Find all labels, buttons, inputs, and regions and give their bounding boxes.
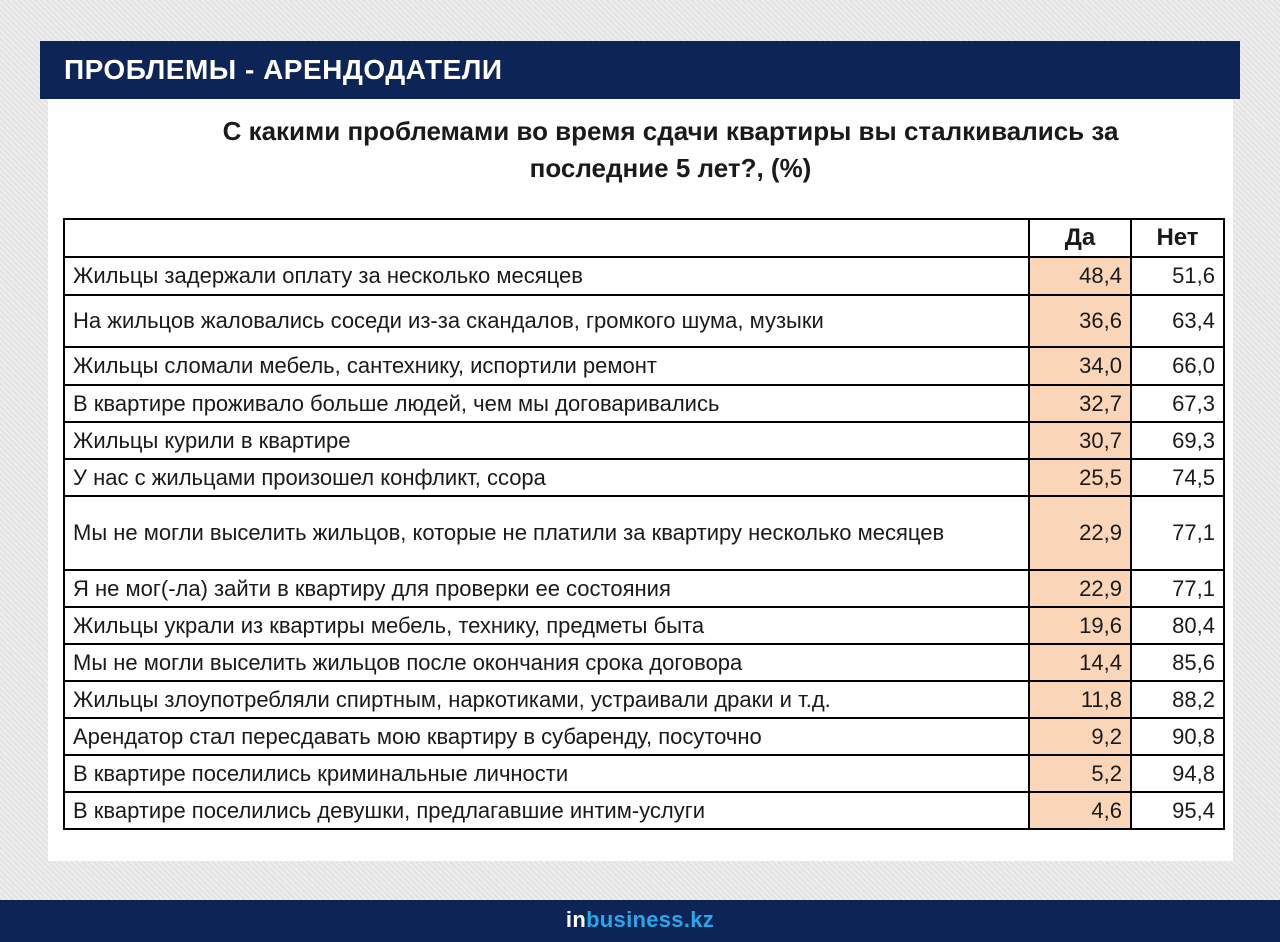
row-label: В квартире поселились девушки, предлагавшие интим-услуги: [64, 792, 1029, 829]
inbusiness-logo[interactable]: [0, 907, 1280, 933]
header-yes-cell: Да: [1029, 219, 1131, 257]
table-row: [64, 718, 1224, 755]
no-value: 67,3: [1131, 385, 1224, 422]
footer-bar: [0, 900, 1280, 942]
table-row: [64, 681, 1224, 718]
row-label: Жильцы сломали мебель, сантехнику, испортили ремонт: [64, 347, 1029, 385]
table-row: [64, 792, 1224, 829]
table-row: [64, 347, 1224, 385]
header-no-cell: Нет: [1131, 219, 1224, 257]
yes-value: 22,9: [1029, 570, 1131, 607]
yes-value: 4,6: [1029, 792, 1131, 829]
no-value: 88,2: [1131, 681, 1224, 718]
row-label: На жильцов жаловались соседи из-за скандалов, громкого шума, музыки: [64, 295, 1029, 347]
yes-value: 14,4: [1029, 644, 1131, 681]
table-row: [64, 422, 1224, 459]
question-line-1: С какими проблемами во время сдачи квартиры вы сталкивались за: [222, 116, 1119, 146]
yes-value: 36,6: [1029, 295, 1131, 347]
page-title: ПРОБЛЕМЫ - АРЕНДОДАТЕЛИ: [64, 54, 503, 85]
yes-value: 11,8: [1029, 681, 1131, 718]
row-label: В квартире поселились криминальные личности: [64, 755, 1029, 792]
row-label: Жильцы задержали оплату за несколько месяцев: [64, 257, 1029, 295]
no-value: 95,4: [1131, 792, 1224, 829]
no-value: 94,8: [1131, 755, 1224, 792]
no-value: 77,1: [1131, 496, 1224, 570]
header-bar: [40, 41, 1240, 99]
table-body: [64, 257, 1224, 829]
yes-value: 19,6: [1029, 607, 1131, 644]
no-value: 85,6: [1131, 644, 1224, 681]
row-label: Мы не могли выселить жильцов, которые не платили за квартиру несколько месяцев: [64, 496, 1029, 570]
row-label: Арендатор стал пересдавать мою квартиру в субаренду, посуточно: [64, 718, 1029, 755]
table-row: [64, 496, 1224, 570]
logo-business: business.kz: [586, 907, 715, 932]
row-label: Жильцы украли из квартиры мебель, технику, предметы быта: [64, 607, 1029, 644]
no-value: 66,0: [1131, 347, 1224, 385]
table-row: [64, 459, 1224, 496]
yes-value: 25,5: [1029, 459, 1131, 496]
yes-value: 5,2: [1029, 755, 1131, 792]
header-label-cell: [64, 219, 1029, 257]
table-row: [64, 257, 1224, 295]
yes-value: 48,4: [1029, 257, 1131, 295]
yes-value: 30,7: [1029, 422, 1131, 459]
yes-value: 22,9: [1029, 496, 1131, 570]
row-label: Я не мог(-ла) зайти в квартиру для проверки ее состояния: [64, 570, 1029, 607]
no-value: 77,1: [1131, 570, 1224, 607]
row-label: Жильцы курили в квартире: [64, 422, 1029, 459]
row-label: Мы не могли выселить жильцов после окончания срока договора: [64, 644, 1029, 681]
no-value: 51,6: [1131, 257, 1224, 295]
row-label: В квартире проживало больше людей, чем мы договаривались: [64, 385, 1029, 422]
yes-value: 32,7: [1029, 385, 1131, 422]
table-row: [64, 295, 1224, 347]
row-label: Жильцы злоупотребляли спиртным, наркотиками, устраивали драки и т.д.: [64, 681, 1029, 718]
table-row: [64, 644, 1224, 681]
no-value: 63,4: [1131, 295, 1224, 347]
no-value: 80,4: [1131, 607, 1224, 644]
no-value: 69,3: [1131, 422, 1224, 459]
table-row: [64, 607, 1224, 644]
table-row: [64, 570, 1224, 607]
no-value: 90,8: [1131, 718, 1224, 755]
question-line-2: последние 5 лет?, (%): [529, 153, 812, 183]
survey-question: [48, 113, 1280, 187]
logo-in: in: [565, 907, 587, 932]
results-table: [63, 218, 1225, 830]
yes-value: 34,0: [1029, 347, 1131, 385]
yes-value: 9,2: [1029, 718, 1131, 755]
no-value: 74,5: [1131, 459, 1224, 496]
table-row: [64, 385, 1224, 422]
table-row: [64, 755, 1224, 792]
row-label: У нас с жильцами произошел конфликт, ссора: [64, 459, 1029, 496]
table-header-row: [64, 219, 1224, 257]
